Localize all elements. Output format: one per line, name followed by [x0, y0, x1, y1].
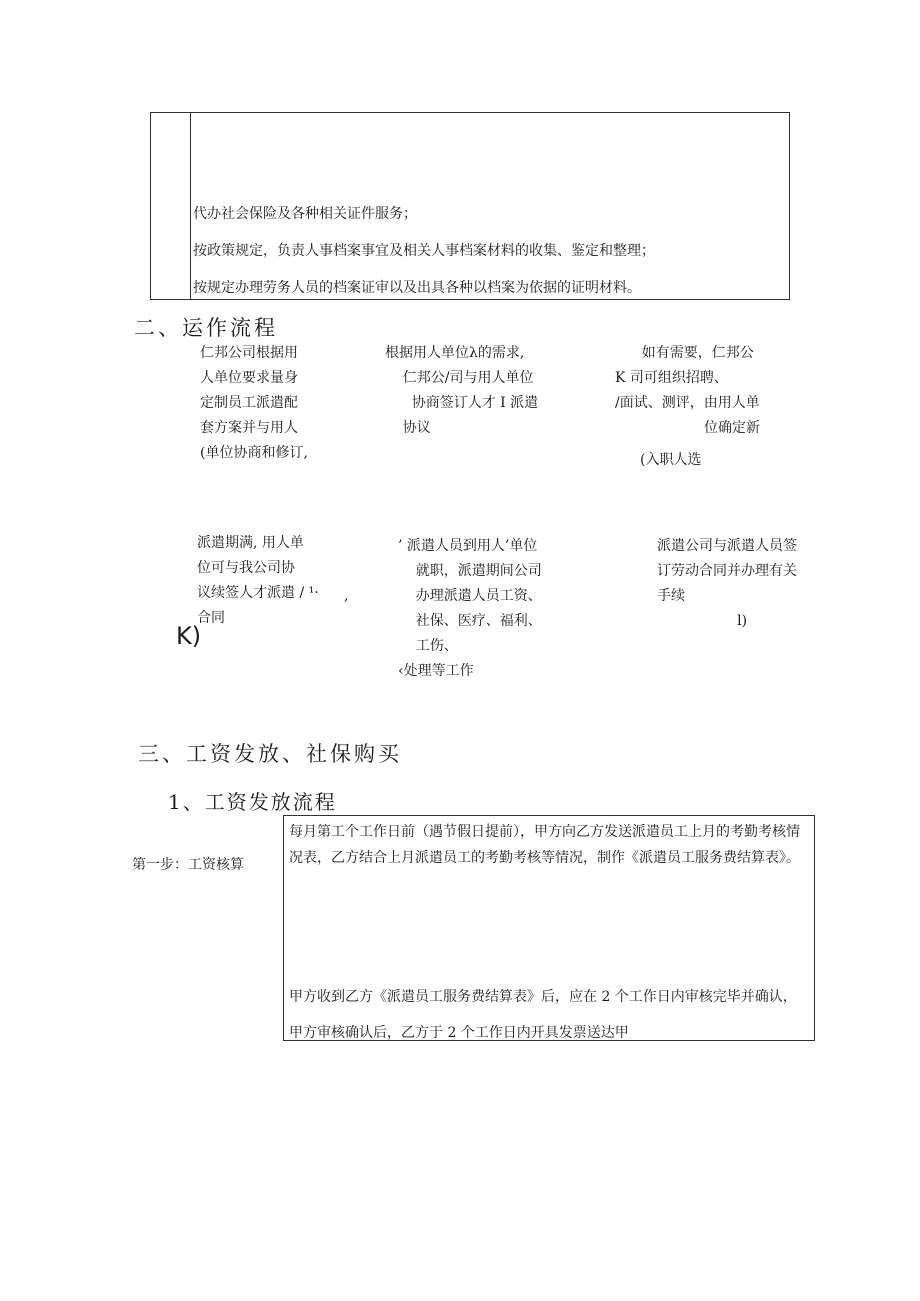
service-line-personnel-files: 按政策规定，负责人事档案事宜及相关人事档案材料的收集、鉴定和整理；: [193, 243, 655, 259]
service-line-file-certificates: 按规定办理劳务人员的档案证审以及出具各种以档案为依据的证明材料。: [193, 280, 641, 296]
flow-step-contract-renewal: 派遣期满, 用人单 位可与我公司协 议续签人才派遣 / ¹· 合同: [197, 535, 319, 626]
flow-step-onboard-admin: ’ 派遣人员到用人’单位 就职，派遣期间公司 办理派遣人员工资、 社保、医疗、福利、 工伤、 ‹处理等工作: [398, 538, 542, 679]
section-heading-operation-flow: 二、运作流程: [134, 316, 278, 340]
salary-paragraph-timesheet: 每月第工个工作日前（遇节假日提前），甲方向乙方发送派遣员工上月的考勤考核情况表，乙方结合上月派遣员工的考勤考核等情况，制作《派遣员工服务费结算表》。: [289, 824, 800, 866]
salary-step-box: [283, 815, 815, 1041]
service-line-social-insurance: 代办社会保险及各种相关证件服务；: [193, 206, 417, 222]
flow-step-labor-contract: 派遣公司与派遣人员签 订劳动合同并办理有关 手续 l): [657, 538, 797, 629]
section-heading-salary-insurance: 三、工资发放、社保购买: [138, 742, 402, 766]
salary-paragraph-invoice: 甲方收到乙方《派遣员工服务费结算表》后，应在 2 个工作日内审核完毕并确认，甲方审核确认后，乙方于 2 个工作日内开具发票送达甲: [289, 989, 797, 1041]
flow-step-recruitment-tail: (入职人选: [640, 452, 702, 468]
services-table: [150, 112, 790, 300]
flow-arrow-mark: K): [176, 622, 202, 650]
subheading-salary-flow: 1、工资发放流程: [168, 790, 337, 814]
flow-step-recruitment: 如有需要，仁邦公 K 司可组织招聘、 /面试、测评，由用人单 位确定新: [615, 345, 761, 436]
step1-label: 第一步：工资核算: [132, 857, 244, 873]
table-column-divider: [190, 113, 191, 299]
flow-step-custom-plan: 仁邦公司根据用 人单位要求量身 定制员工派遣配 套方案并与用人 (单位协商和修订,: [200, 345, 308, 461]
flow-step-sign-agreement: 根据用人单位λ的需求, 仁邦公/司与用人单位 协商签订人才 I 派遣 协议: [385, 345, 539, 436]
flow-comma-mark: ,: [344, 588, 349, 604]
